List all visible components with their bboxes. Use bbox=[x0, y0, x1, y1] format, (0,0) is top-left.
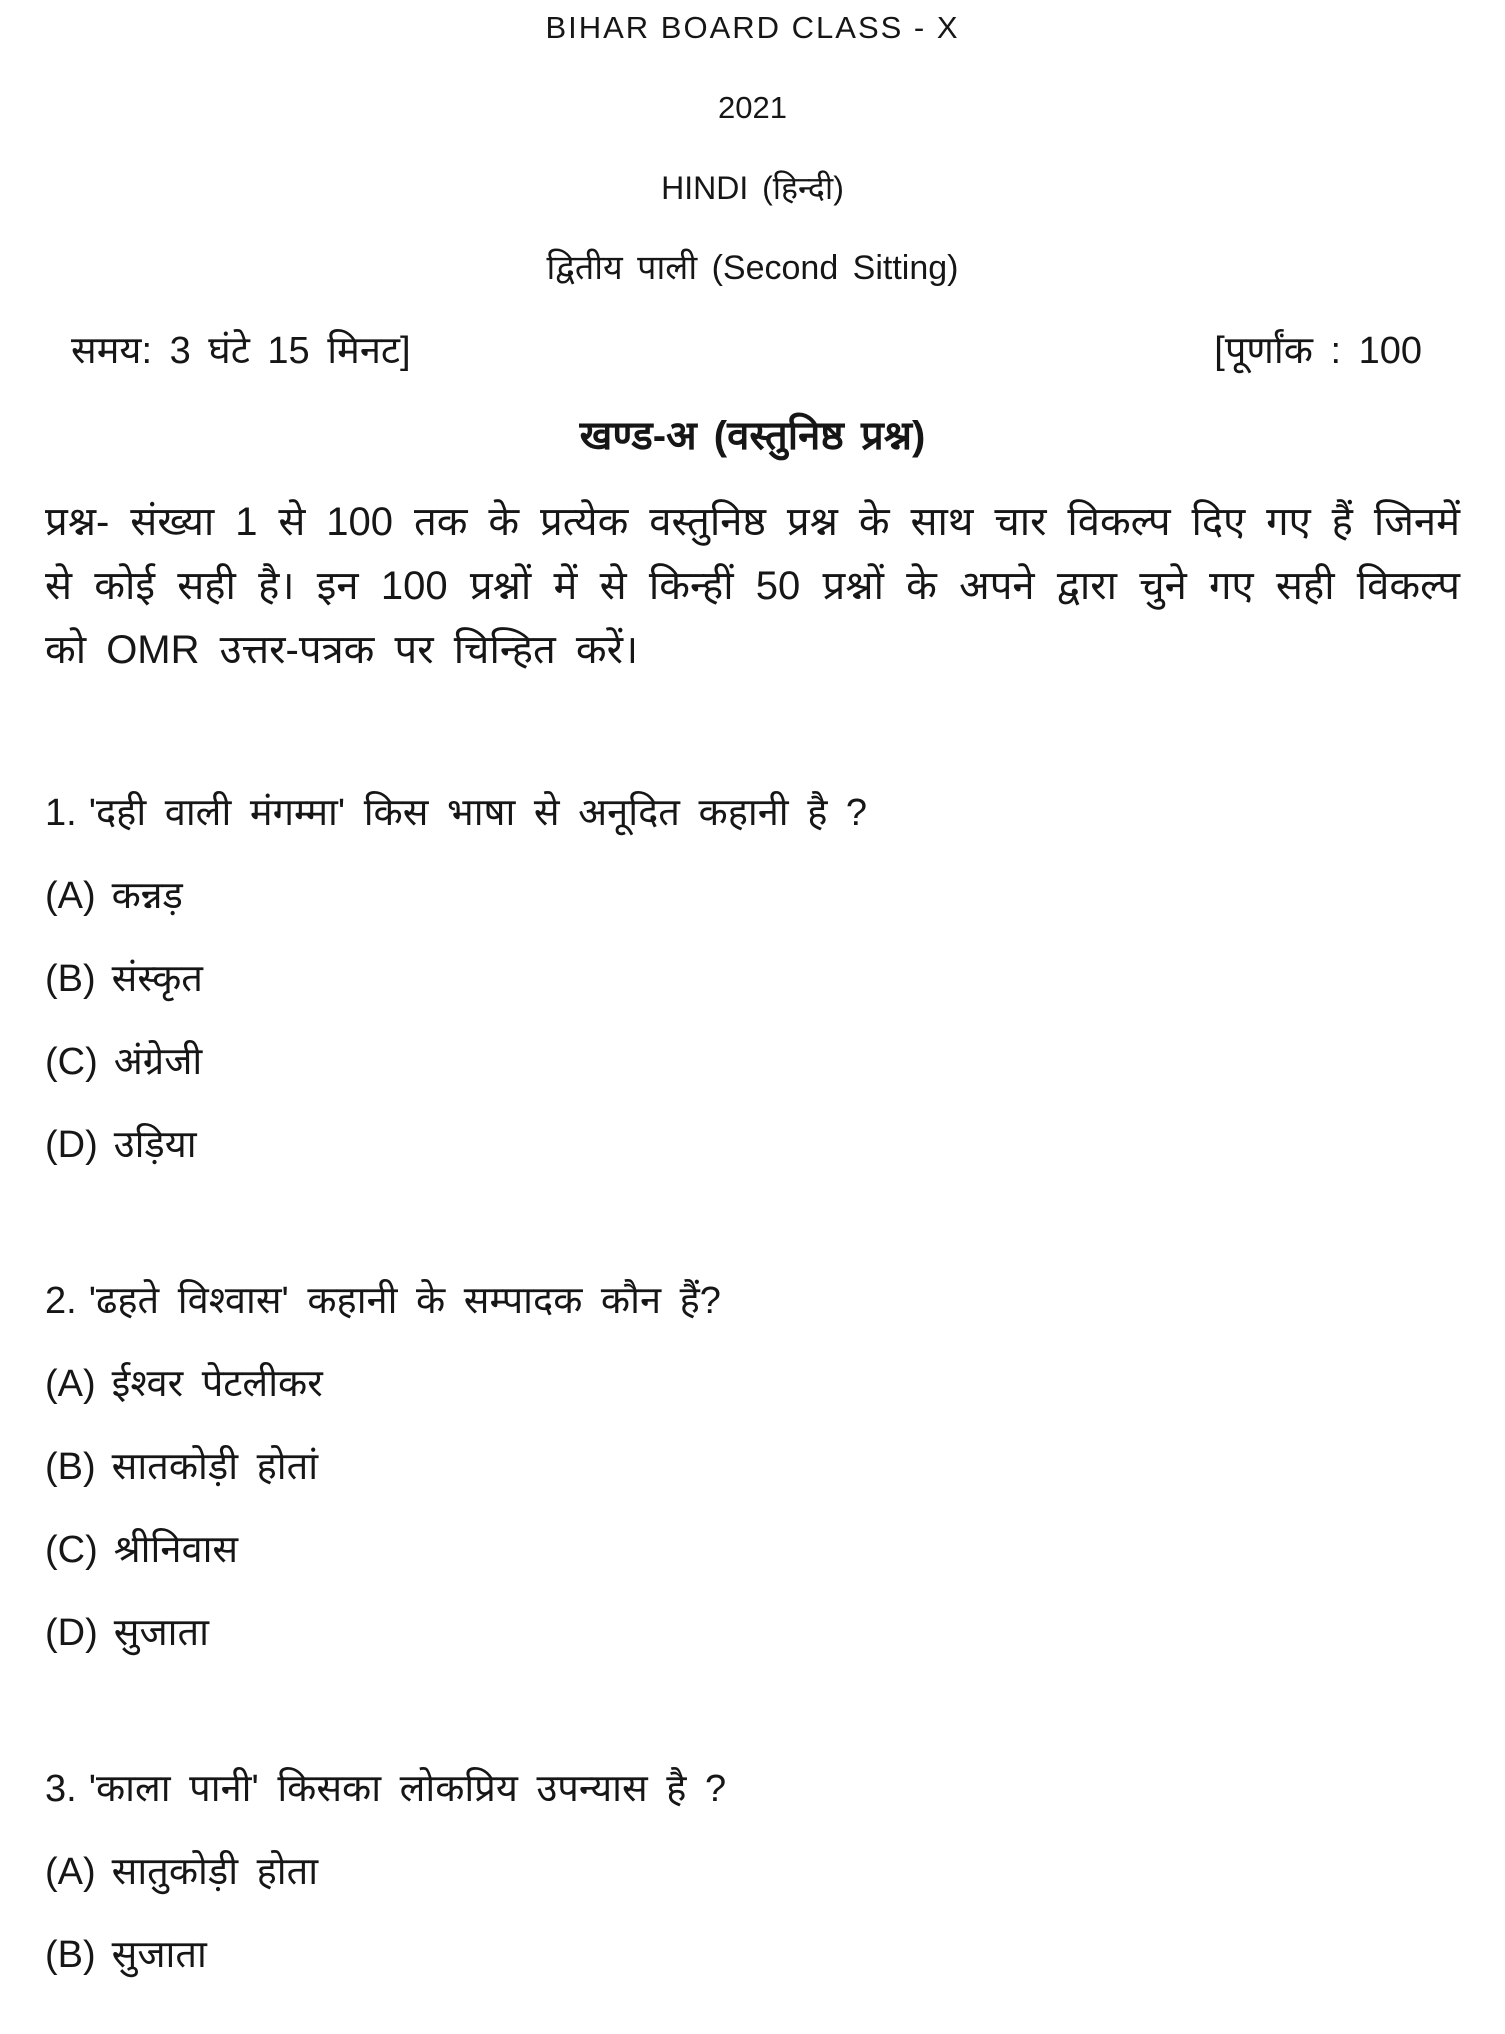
option-row bbox=[45, 1037, 1460, 1087]
doc-title: BIHAR BOARD CLASS - X bbox=[545, 10, 960, 45]
option-label: (A) bbox=[45, 875, 96, 917]
max-marks: [पूर्णांक : 100 bbox=[1214, 330, 1422, 372]
question-number: 1. bbox=[45, 792, 77, 834]
option-label: (B) bbox=[45, 958, 96, 1000]
option-label: (A) bbox=[45, 1851, 96, 1893]
meta-row bbox=[45, 328, 1460, 374]
option-label: (B) bbox=[45, 1934, 96, 1976]
option-label: (C) bbox=[45, 1041, 98, 1083]
time-allowed: समय: 3 घंटे 15 मिनट] bbox=[71, 330, 411, 372]
question-block bbox=[45, 1764, 1460, 1980]
option-row bbox=[45, 954, 1460, 1004]
question-block bbox=[45, 1276, 1460, 1658]
option-text: सातकोड़ी होतां bbox=[111, 1446, 319, 1488]
question-text: 'ढहते विश्वास' कहानी के सम्पादक कौन हैं? bbox=[88, 1280, 721, 1322]
question-block bbox=[45, 788, 1460, 1170]
question-line bbox=[45, 788, 1460, 838]
section-heading: खण्ड-अ (वस्तुनिष्ठ प्रश्न) bbox=[579, 414, 926, 458]
sitting-title: द्वितीय पाली (Second Sitting) bbox=[546, 249, 959, 287]
option-row bbox=[45, 1120, 1460, 1170]
option-row bbox=[45, 1525, 1460, 1575]
question-line bbox=[45, 1764, 1460, 1814]
option-label: (D) bbox=[45, 1612, 98, 1654]
option-label: (D) bbox=[45, 1124, 98, 1166]
question-number: 2. bbox=[45, 1280, 77, 1322]
option-text: कन्नड़ bbox=[111, 875, 183, 917]
option-row bbox=[45, 1930, 1460, 1980]
question-number: 3. bbox=[45, 1768, 77, 1810]
option-row bbox=[45, 1442, 1460, 1492]
option-text: संस्कृत bbox=[111, 958, 203, 1000]
option-row bbox=[45, 1359, 1460, 1409]
question-text: 'काला पानी' किसका लोकप्रिय उपन्यास है ? bbox=[88, 1768, 727, 1810]
exam-year: 2021 bbox=[718, 90, 787, 125]
option-text: ईश्वर पेटलीकर bbox=[111, 1363, 323, 1405]
option-text: सातुकोड़ी होता bbox=[111, 1851, 319, 1893]
option-label: (A) bbox=[45, 1363, 96, 1405]
option-text: श्रीनिवास bbox=[113, 1529, 239, 1571]
question-text: 'दही वाली मंगम्मा' किस भाषा से अनूदित कहानी है ? bbox=[88, 792, 868, 834]
option-label: (B) bbox=[45, 1446, 96, 1488]
option-text: सुजाता bbox=[113, 1612, 209, 1654]
option-text: उड़िया bbox=[113, 1124, 197, 1166]
subject-title: HINDI (हिन्दी) bbox=[661, 170, 844, 206]
question-line bbox=[45, 1276, 1460, 1326]
option-label: (C) bbox=[45, 1529, 98, 1571]
option-text: सुजाता bbox=[111, 1934, 207, 1976]
option-text: अंग्रेजी bbox=[113, 1041, 203, 1083]
option-row bbox=[45, 871, 1460, 921]
option-row bbox=[45, 1847, 1460, 1897]
option-row bbox=[45, 1608, 1460, 1658]
instructions-paragraph: प्रश्न- संख्या 1 से 100 तक के प्रत्येक वस्तुनिष्ठ प्रश्न के साथ चार विकल्प दिए गए हैं जिनमें से कोई सही है। इन 100 प्रश्नों में से किन्हीं 50 प्रश्नों के अपने द्वारा चुने गए सही विकल्प को OMR उत्तर-पत्रक पर चिन्हित करें। bbox=[45, 500, 1460, 672]
